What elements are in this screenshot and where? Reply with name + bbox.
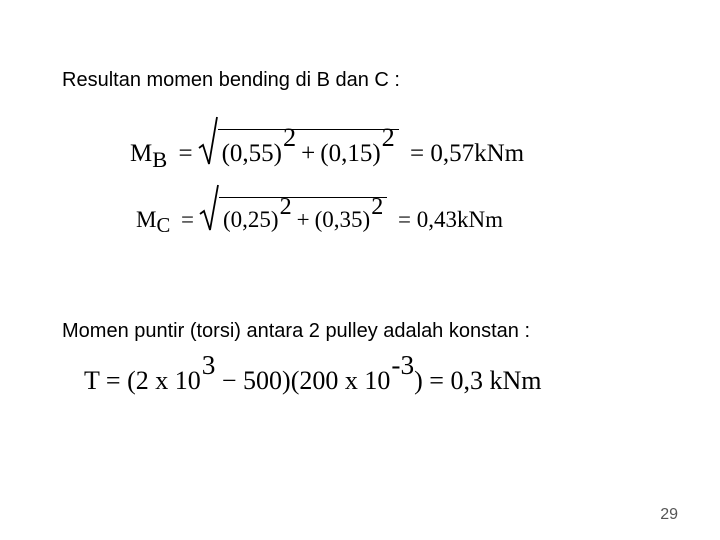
mb-square-root [198, 116, 399, 166]
mb-subscript: B [152, 146, 168, 172]
mc-subscript: C [156, 215, 171, 238]
mb-equals: = [178, 140, 193, 167]
heading-bending-moment: Resultan momen bending di B dan C : [62, 69, 400, 91]
sqrt-sign-icon [199, 184, 219, 232]
mc-equals: = [181, 207, 194, 233]
mc-term2: (0,35) [314, 206, 371, 232]
t-exp2: -3 [391, 350, 415, 380]
mb-term2: (0,15) [320, 139, 381, 167]
mb-exp1: 2 [283, 123, 297, 153]
t-exp1: 3 [201, 350, 216, 380]
sqrt-sign-icon [198, 116, 218, 166]
t-mid: − 500)(200 x 10 [215, 366, 391, 395]
mb-result: = 0,57kNm [410, 140, 525, 167]
mc-result: = 0,43kNm [398, 207, 504, 233]
mb-exp2: 2 [381, 123, 395, 153]
equation-torque [84, 350, 542, 395]
equation-moment-b [130, 116, 529, 172]
equation-moment-c [136, 184, 508, 238]
page-number: 29 [660, 506, 678, 523]
t-lhs: T = (2 x 10 [84, 366, 201, 395]
t-rhs: ) = 0,3 kNm [414, 366, 542, 395]
mc-term1: (0,25) [223, 206, 279, 232]
mc-square-root [199, 184, 387, 232]
mc-exp2: 2 [371, 192, 384, 220]
mc-symbol: M [136, 207, 157, 233]
mc-plus: + [296, 206, 310, 232]
mb-plus: + [301, 139, 316, 167]
mb-symbol: M [130, 140, 153, 167]
heading-torsion: Momen puntir (torsi) antara 2 pulley adalah konstan : [62, 320, 531, 342]
mb-term1: (0,55) [221, 139, 283, 167]
mc-exp1: 2 [279, 192, 292, 220]
mc-radicand [219, 192, 387, 232]
mb-radicand [218, 123, 399, 167]
